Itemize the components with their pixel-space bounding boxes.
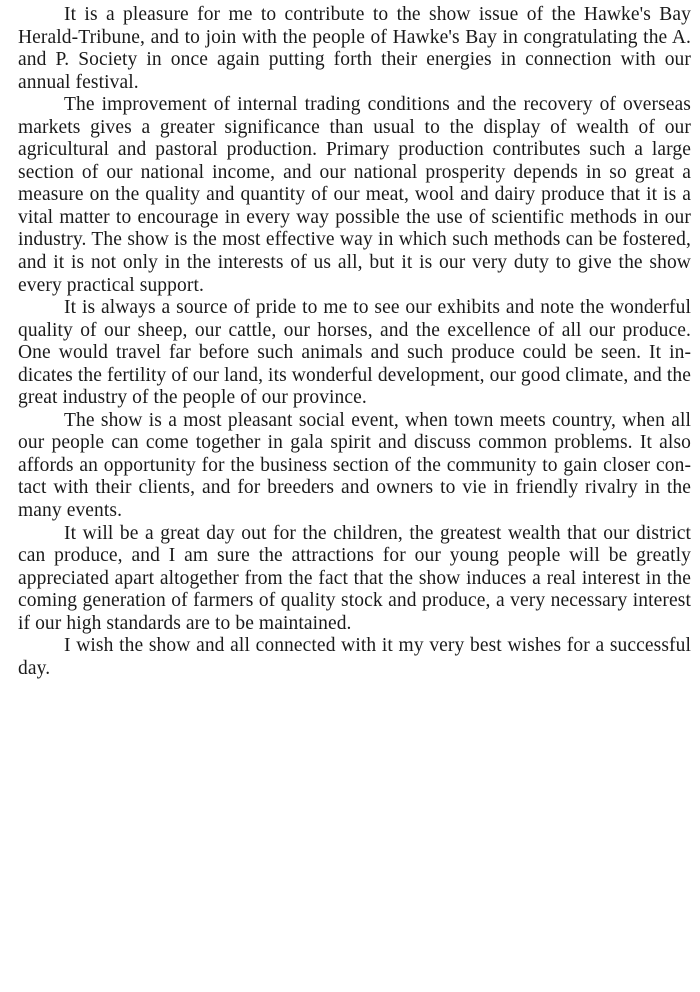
article-paragraph-1: It is a pleasure for me to contribute to the show issue of the Hawke's Bay Herald-Tribune, and to join with the people of Hawke's Bay in congratulating the A. and P. Society in once again putting forth their energies in connection with our annual festival. bbox=[18, 4, 691, 93]
article-paragraph-5: It will be a great day out for the children, the greatest wealth that our district can produce, and I am sure the attractions for our young people will be greatly appreciated apart altogether from the fact that the show induces a real interest in the coming generation of farmers of quality stock and produce, a very necessary interest if our high standards are to be maintained. bbox=[18, 522, 691, 634]
article-paragraph-4: The show is a most pleasant social event, when town meets country, when all our people can come together in gala spirit and discuss common problems. It also affords an opportunity for the business section of the community to gain closer contact with their clients, and for breeders and owners to vie in friendly rivalry in the many events. bbox=[18, 409, 691, 522]
article-paragraph-6: I wish the show and all connected with it my very best wishes for a successful day. bbox=[18, 635, 691, 679]
article-paragraph-3: It is always a source of pride to me to see our exhibits and note the wonderful quality of our sheep, our cattle, our horses, and the excellence of all our produce. One would travel far before such animals and such produce could be seen. It indicates the fertility of our land, its wonderful development, our good climate, and the great industry of the people of our province. bbox=[18, 297, 691, 409]
article-paragraph-2: The improvement of internal trading conditions and the recovery of overseas markets gives a greater significance than usual to the display of wealth of our agricultural and pastoral production. Primary production contributes such a large section of our national income, and our national prosperity depends in so great a measure on the quality and quantity of our meat, wool and dairy produce that it is a vital matter to encourage in every way possible the use of scientific methods in our industry. The show is the most effective way in which such methods can be fostered, and it is not only in the interests of us all, but it is our very duty to give the show every practical support. bbox=[18, 94, 691, 296]
